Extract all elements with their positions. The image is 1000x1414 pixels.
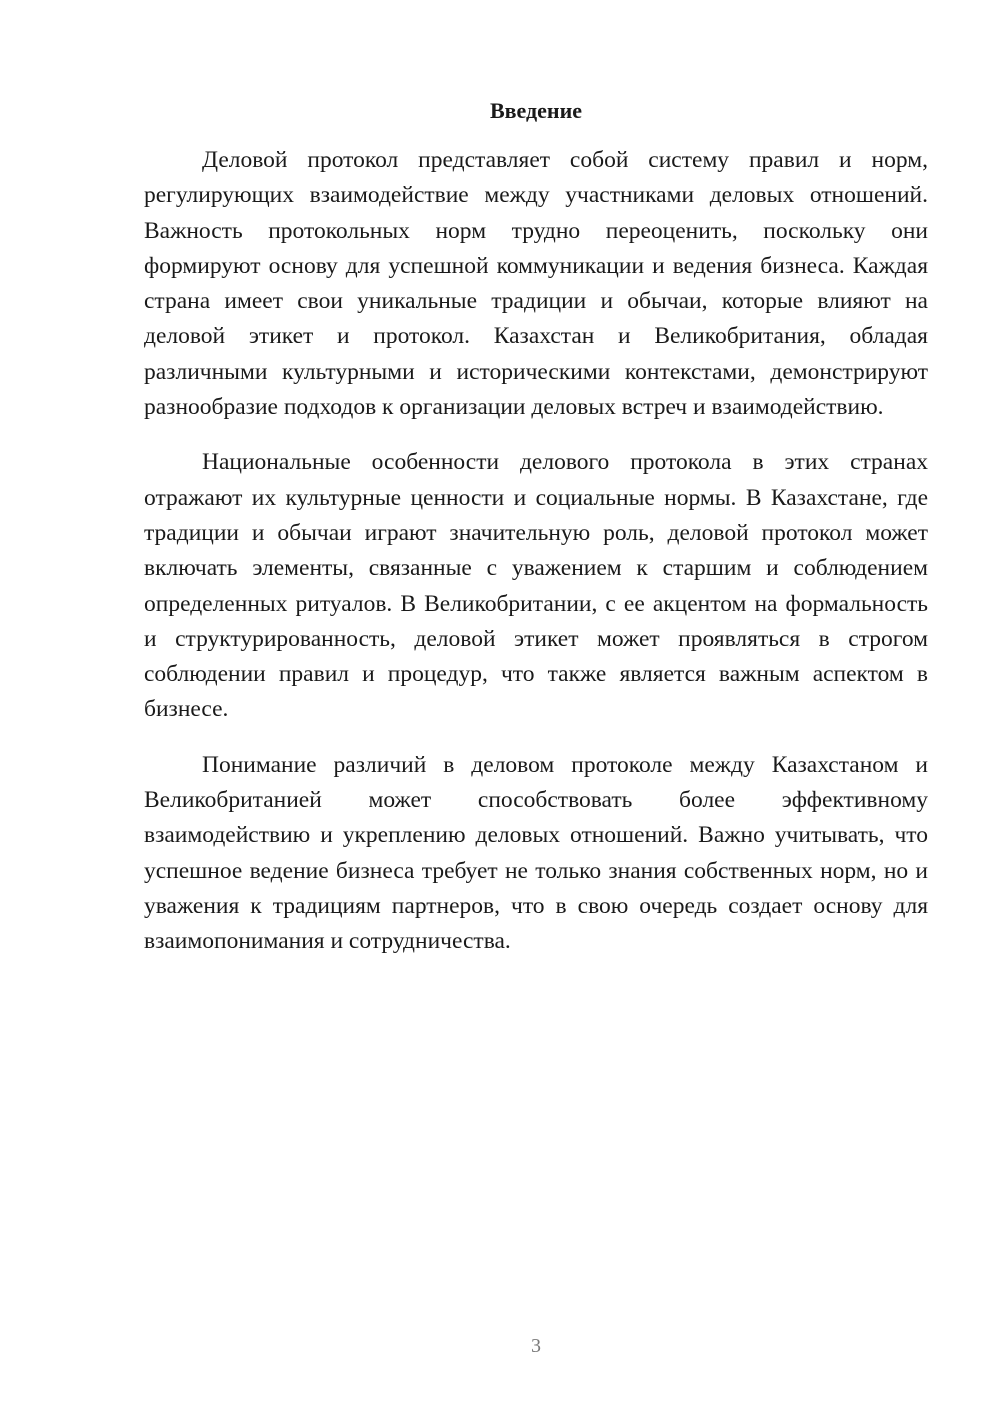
body-text bbox=[144, 143, 928, 980]
paragraph: Деловой протокол представляет собой систему правил и норм, регулирующих взаимодействие между участниками деловых отношений. Важность протокольных норм трудно переоценить, поскольку они формируют основу для успешной коммуникации и ведения бизнеса. Каждая страна имеет свои уникальные традиции и обычаи, которые влияют на деловой этикет и протокол. Казахстан и Великобритания, обладая различными культурными и историческими контекстами, демонстрируют разнообразие подходов к организации деловых встреч и взаимодействию. bbox=[144, 147, 928, 421]
section-title: Введение bbox=[489, 98, 583, 123]
page-number: 3 bbox=[531, 1335, 541, 1357]
paragraph: Понимание различий в деловом протоколе между Казахстаном и Великобританией может способствовать более эффективному взаимодействию и укреплению деловых отношений. Важно учитывать, что успешное ведение бизнеса требует не только знания собственных норм, но и уважения к традициям партнеров, что в свою очередь создает основу для взаимопонимания и сотрудничества. bbox=[144, 751, 928, 955]
paragraph: Национальные особенности делового протокола в этих странах отражают их культурные ценности и социальные нормы. В Казахстане, где традиции и обычаи играют значительную роль, деловой протокол может включать элементы, связанные с уважением к старшим и соблюдением определенных ритуалов. В Великобритании, с ее акцентом на формальность и структурированность, деловой этикет может проявляться в строгом соблюдении правил и процедур, что также является важным аспектом в бизнесе. bbox=[144, 449, 928, 723]
